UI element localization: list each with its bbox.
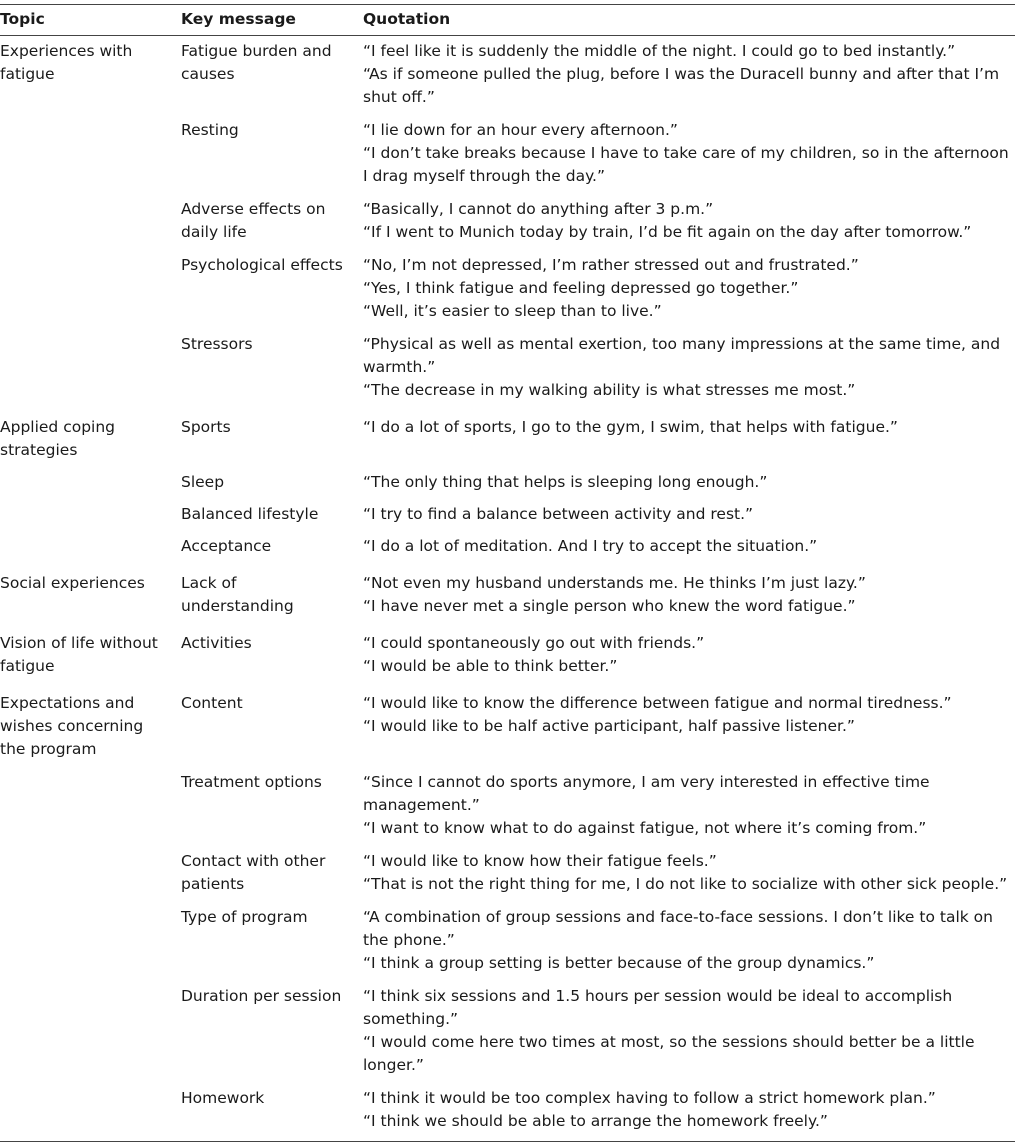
table-row xyxy=(0,462,1015,494)
quote-text: “I do a lot of meditation. And I try to accept the situation.” xyxy=(363,537,818,555)
table-row xyxy=(0,402,1015,462)
topic-cell xyxy=(0,761,181,840)
table-row xyxy=(0,558,1015,618)
topic-cell: Social experiences xyxy=(0,574,145,592)
topic-cell xyxy=(0,840,181,896)
header-topic: Topic xyxy=(0,10,45,28)
key-message-cell: Treatment options xyxy=(181,773,322,791)
quotation-cell xyxy=(363,109,1015,188)
quotation-cell xyxy=(363,494,1015,526)
table-row xyxy=(0,526,1015,558)
topic-cell xyxy=(0,244,181,323)
table-row xyxy=(0,1077,1015,1142)
quote-text: “I think it would be too complex having to follow a strict homework plan.” xyxy=(363,1089,936,1107)
quote-text: “Not even my husband understands me. He thinks I’m just lazy.” xyxy=(363,574,866,592)
quote-text: “I think a group setting is better because of the group dynamics.” xyxy=(363,954,875,972)
table-body xyxy=(0,36,1015,1142)
topic-cell: Vision of life without fatigue xyxy=(0,634,158,675)
quote-text: “Since I cannot do sports anymore, I am very interested in effective time management.” xyxy=(363,773,930,814)
quote-text: “I would come here two times at most, so the sessions should better be a little longer.” xyxy=(363,1033,975,1074)
topic-cell xyxy=(0,323,181,402)
quote-text: “A combination of group sessions and face-to-face sessions. I don’t like to talk on the phone.” xyxy=(363,908,993,949)
key-message-cell: Lack of understanding xyxy=(181,574,294,615)
quotation-cell xyxy=(363,402,1015,462)
topic-cell: Experiences with fatigue xyxy=(0,42,133,83)
key-message-cell: Contact with other patients xyxy=(181,852,326,893)
quote-text: “Yes, I think fatigue and feeling depressed go together.” xyxy=(363,279,799,297)
quotation-cell xyxy=(363,323,1015,402)
quote-text: “I want to know what to do against fatigue, not where it’s coming from.” xyxy=(363,819,927,837)
quotation-cell xyxy=(363,188,1015,244)
quotation-cell xyxy=(363,678,1015,761)
topic-cell xyxy=(0,109,181,188)
topic-cell xyxy=(0,462,181,494)
header-key-message: Key message xyxy=(181,10,296,28)
quote-text: “I don’t take breaks because I have to take care of my children, so in the afternoon I drag myself through the day.” xyxy=(363,144,1009,185)
quotation-table xyxy=(0,4,1015,1142)
key-message-cell: Resting xyxy=(181,121,239,139)
quotation-cell xyxy=(363,1077,1015,1142)
key-message-cell: Balanced lifestyle xyxy=(181,505,319,523)
quote-text: “I do a lot of sports, I go to the gym, I swim, that helps with fatigue.” xyxy=(363,418,898,436)
topic-cell: Applied coping strategies xyxy=(0,418,116,459)
quote-text: “I could spontaneously go out with friends.” xyxy=(363,634,705,652)
key-message-cell: Type of program xyxy=(181,908,308,926)
topic-cell xyxy=(0,494,181,526)
quote-text: “No, I’m not depressed, I’m rather stressed out and frustrated.” xyxy=(363,256,859,274)
quotation-cell xyxy=(363,761,1015,840)
table-row xyxy=(0,109,1015,188)
quotation-cell xyxy=(363,244,1015,323)
quote-text: “As if someone pulled the plug, before I was the Duracell bunny and after that I’m shut off.” xyxy=(363,65,1000,106)
quote-text: “I would like to be half active participant, half passive listener.” xyxy=(363,717,855,735)
table-row xyxy=(0,761,1015,840)
quote-text: “I have never met a single person who knew the word fatigue.” xyxy=(363,597,856,615)
topic-cell xyxy=(0,526,181,558)
key-message-cell: Activities xyxy=(181,634,252,652)
key-message-cell: Fatigue burden and causes xyxy=(181,42,332,83)
quote-text: “I would like to know the difference between fatigue and normal tiredness.” xyxy=(363,694,952,712)
table-row xyxy=(0,975,1015,1077)
table-row xyxy=(0,494,1015,526)
key-message-cell: Duration per session xyxy=(181,987,342,1005)
quote-text: “That is not the right thing for me, I do not like to socialize with other sick people.” xyxy=(363,875,1008,893)
key-message-cell: Stressors xyxy=(181,335,253,353)
key-message-cell: Sleep xyxy=(181,473,225,491)
quotation-cell xyxy=(363,462,1015,494)
key-message-cell: Psychological effects xyxy=(181,256,343,274)
key-message-cell: Homework xyxy=(181,1077,363,1142)
quote-text: “If I went to Munich today by train, I’d be fit again on the day after tomorrow.” xyxy=(363,223,972,241)
topic-cell xyxy=(0,1077,181,1142)
topic-cell xyxy=(0,188,181,244)
quote-text: “I feel like it is suddenly the middle of the night. I could go to bed instantly.” xyxy=(363,42,956,60)
quote-text: “I think we should be able to arrange the homework freely.” xyxy=(363,1112,828,1130)
quote-text: “I would be able to think better.” xyxy=(363,657,618,675)
header-row xyxy=(0,5,1015,36)
quotation-cell xyxy=(363,840,1015,896)
quotation-cell xyxy=(363,618,1015,678)
quote-text: “Basically, I cannot do anything after 3 p.m.” xyxy=(363,200,714,218)
quotation-cell xyxy=(363,526,1015,558)
table-row xyxy=(0,323,1015,402)
key-message-cell: Acceptance xyxy=(181,537,272,555)
quotation-cell xyxy=(363,896,1015,975)
quote-text: “I lie down for an hour every afternoon.” xyxy=(363,121,678,139)
table-row xyxy=(0,840,1015,896)
quotation-cell xyxy=(363,975,1015,1077)
topic-cell xyxy=(0,975,181,1077)
quotation-cell xyxy=(363,558,1015,618)
table-row xyxy=(0,618,1015,678)
table-row xyxy=(0,36,1015,110)
table-row xyxy=(0,896,1015,975)
quotation-cell xyxy=(363,36,1015,110)
quote-text: “I would like to know how their fatigue feels.” xyxy=(363,852,717,870)
key-message-cell: Content xyxy=(181,694,243,712)
quote-text: “I try to find a balance between activity and rest.” xyxy=(363,505,754,523)
topic-cell xyxy=(0,896,181,975)
topic-cell: Expectations and wishes concerning the program xyxy=(0,694,144,758)
table-row xyxy=(0,188,1015,244)
quote-text: “The decrease in my walking ability is what stresses me most.” xyxy=(363,381,856,399)
table-row xyxy=(0,678,1015,761)
header-quotation: Quotation xyxy=(363,10,451,28)
quote-text: “Physical as well as mental exertion, too many impressions at the same time, and warmth.” xyxy=(363,335,1001,376)
table-row xyxy=(0,244,1015,323)
quote-text: “The only thing that helps is sleeping long enough.” xyxy=(363,473,768,491)
quote-text: “I think six sessions and 1.5 hours per session would be ideal to accomplish something.” xyxy=(363,987,953,1028)
key-message-cell: Adverse effects on daily life xyxy=(181,200,326,241)
key-message-cell: Sports xyxy=(181,418,231,436)
quote-text: “Well, it’s easier to sleep than to live.” xyxy=(363,302,662,320)
